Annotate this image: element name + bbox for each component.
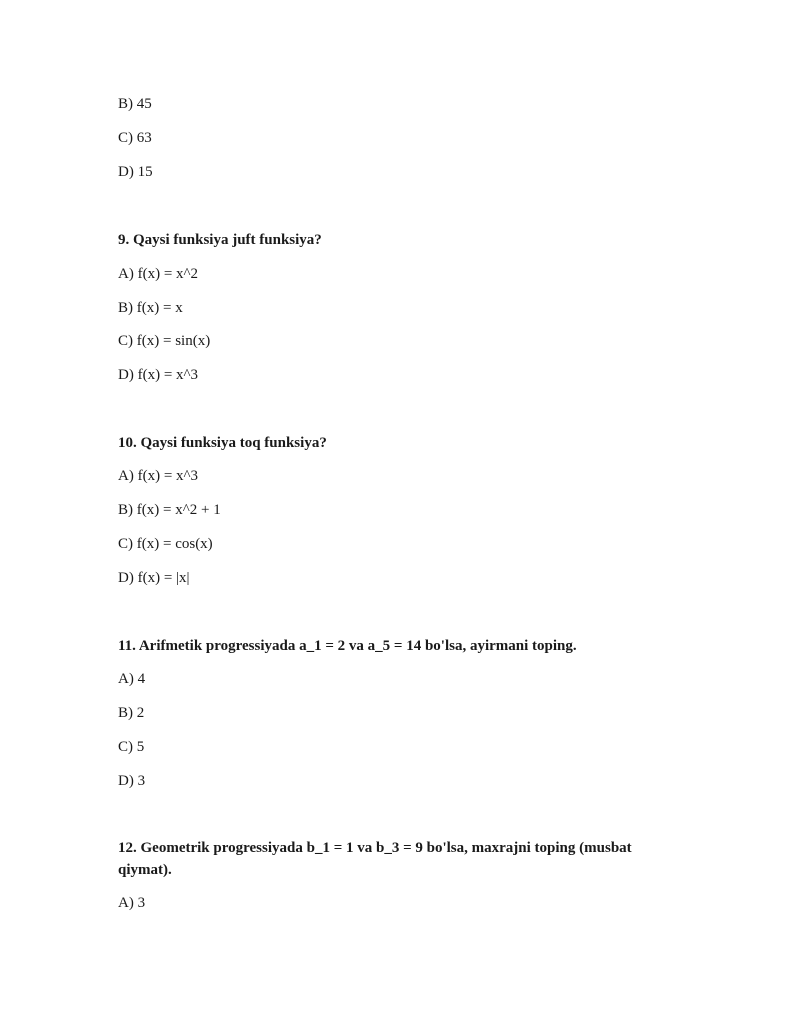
question-11: 11. Arifmetik progressiyada a_1 = 2 va a_5 = 14 bo'lsa, ayirmani toping. <box>118 638 577 654</box>
option-11-b: B) 2 <box>118 705 145 721</box>
option-9-a: A) f(x) = x^2 <box>118 266 199 282</box>
option-10-b: B) f(x) = x^2 + 1 <box>118 502 221 518</box>
question-9: 9. Qaysi funksiya juft funksiya? <box>118 232 322 248</box>
option-11-c: C) 5 <box>118 739 145 755</box>
option-9-c: C) f(x) = sin(x) <box>118 333 211 349</box>
option-11-a: A) 4 <box>118 671 146 687</box>
option-10-a: A) f(x) = x^3 <box>118 468 199 484</box>
option-9-b: B) f(x) = x <box>118 300 183 316</box>
option-10-d: D) f(x) = |x| <box>118 570 190 586</box>
option-12-a: A) 3 <box>118 895 146 911</box>
option-10-c: C) f(x) = cos(x) <box>118 536 213 552</box>
question-10: 10. Qaysi funksiya toq funksiya? <box>118 435 327 451</box>
option-8-b: B) 45 <box>118 96 152 112</box>
option-8-c: C) 63 <box>118 130 152 146</box>
question-12: 12. Geometrik progressiyada b_1 = 1 va b_3 = 9 bo'lsa, maxrajni toping (musbat qiymat). <box>118 840 632 878</box>
option-8-d: D) 15 <box>118 164 153 180</box>
option-9-d: D) f(x) = x^3 <box>118 367 199 383</box>
option-11-d: D) 3 <box>118 773 146 789</box>
